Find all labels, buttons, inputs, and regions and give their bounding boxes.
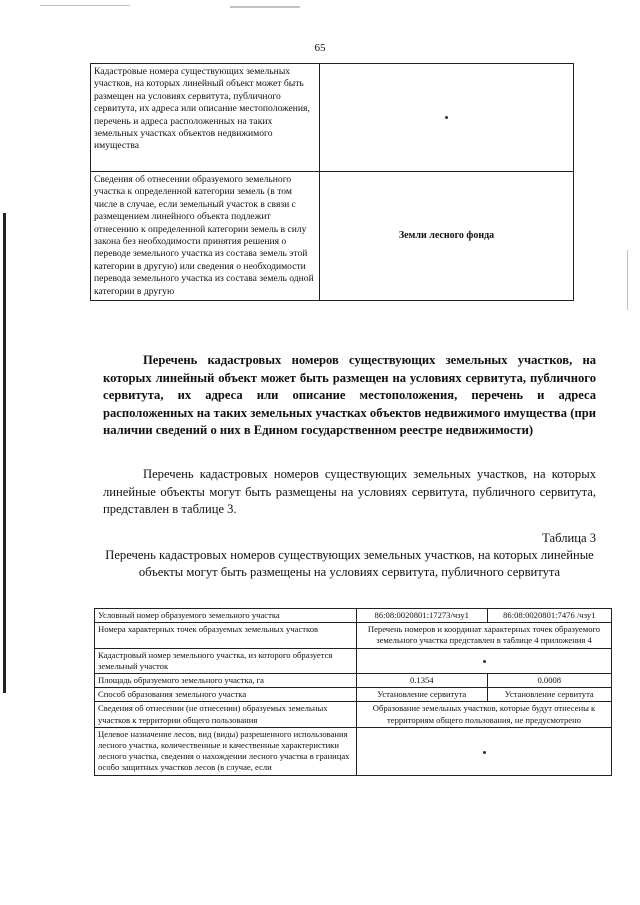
table-row xyxy=(95,623,612,648)
table-row xyxy=(95,727,612,775)
dot-mark xyxy=(483,751,486,754)
table-cell-label: Сведения об отнесении образуемого земельного участка к определенной категории земель (в том числе в случае, если земельный участок в связи с размещением линейного объекта подлежит отнесению к определенной категории земель в силу закона без необходимости принятия решения о переводе земельного участка из состава земель этой категории в другую) или сведения о необходимости перевода земельного участка из состава земель одной категории в другую xyxy=(91,172,320,301)
top-table xyxy=(90,63,574,301)
table-cell-value: 86:08:0020801:7476 /чзу1 xyxy=(487,609,611,623)
table-cell-value: 0.1354 xyxy=(357,674,488,688)
scan-edge-mark xyxy=(3,213,6,693)
table-caption: Перечень кадастровых номеров существующих земельных участков, на которых линейные объекты могут быть размещены на условиях сервитута, публичного сервитута xyxy=(105,548,594,579)
table-row xyxy=(95,609,612,623)
section-heading: Перечень кадастровых номеров существующих земельных участков, на которых линейный объект может быть размещен на условиях сервитута, публичного сервитута, их адреса или описание местоположения, перечень и адреса расположенных на таких земельных участках объектов недвижимого имущества (при наличии сведений о них в Едином государственном реестре недвижимости) xyxy=(103,353,596,438)
table-row xyxy=(95,702,612,727)
table-row xyxy=(91,64,574,172)
table-cell-value xyxy=(357,648,612,673)
table-cell-label: Кадастровые номера существующих земельных участков, на которых линейный объект может быть размещен на условиях сервитута, публичного сервитута, их адреса или описание местоположения, перечень и адреса расположенных на таких земельных участках объектов недвижимого имущества xyxy=(91,64,320,172)
table-row xyxy=(95,674,612,688)
table-cell-value: Установление сервитута xyxy=(357,688,488,702)
table-label: Таблица 3 xyxy=(542,531,596,545)
table-cell-label: Целевое назначение лесов, вид (виды) разрешенного использования лесного участка, количественные и качественные характеристики лесного участка, сведения о нахождении лесного участка в границах особо защитных участков лесов (в случае, если xyxy=(95,727,357,775)
table-row xyxy=(95,648,612,673)
scan-noise-mark xyxy=(40,5,130,6)
scan-noise-mark xyxy=(627,250,628,310)
intro-paragraph: Перечень кадастровых номеров существующих земельных участков, на которых линейные объекты могут быть размещены на условиях сервитута, публичного сервитута, представлен в таблице 3. xyxy=(103,467,596,517)
table-cell-label: Сведения об отнесении (не отнесении) образуемых земельных участков к территории общего пользования xyxy=(95,702,357,727)
table-row xyxy=(91,172,574,301)
table-cell-value: Образование земельных участков, которые будут отнесены к территориям общего пользования, не предусмотрено xyxy=(357,702,612,727)
table-row xyxy=(95,688,612,702)
page-number: 65 xyxy=(314,42,326,54)
table-cell-label: Площадь образуемого земельного участка, га xyxy=(95,674,357,688)
table-cell-label: Способ образования земельного участка xyxy=(95,688,357,702)
table-cell-label: Номера характерных точек образуемых земельных участков xyxy=(95,623,357,648)
table-cell-value: 0.0008 xyxy=(487,674,611,688)
scan-noise-mark xyxy=(230,6,300,8)
table-cell-value xyxy=(320,64,574,172)
table-cell-value: Установление сервитута xyxy=(487,688,611,702)
table-cell-label: Кадастровый номер земельного участка, из которого образуется земельный участок xyxy=(95,648,357,673)
table-cell-value: Земли лесного фонда xyxy=(320,172,574,301)
table-cell-value: Перечень номеров и координат характерных точек образуемого земельного участка представлен в таблице 4 приложения 4 xyxy=(357,623,612,648)
table-cell-value xyxy=(357,727,612,775)
table-3 xyxy=(94,608,612,776)
table-cell-label: Условный номер образуемого земельного участка xyxy=(95,609,357,623)
table-cell-value: 86:08:0020801:17273/чзу1 xyxy=(357,609,488,623)
dot-mark xyxy=(483,660,486,663)
dot-mark xyxy=(445,116,448,119)
